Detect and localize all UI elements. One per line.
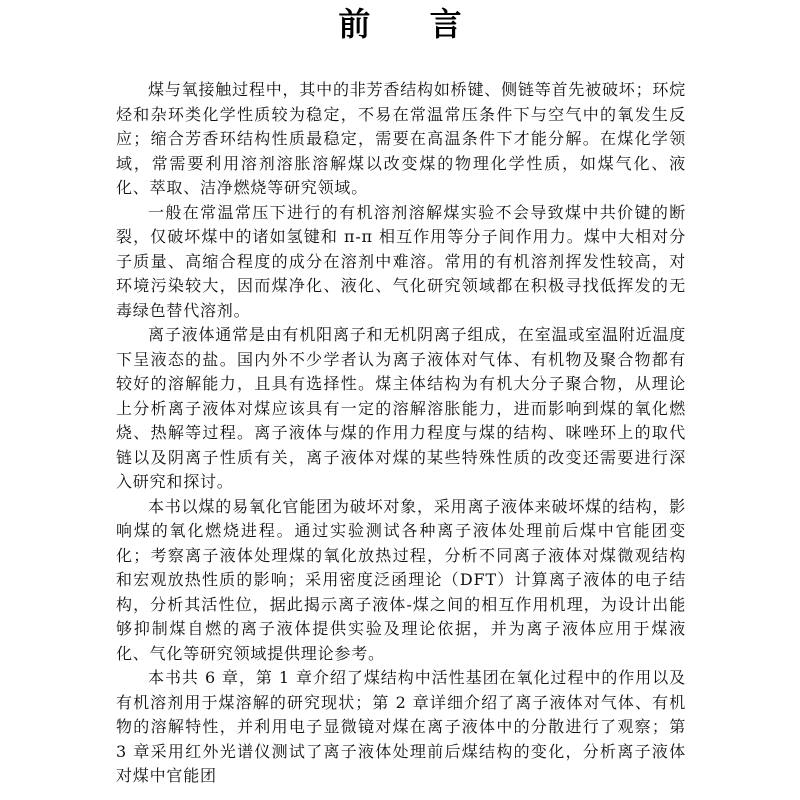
paragraph-4: 本书以煤的易氧化官能团为破坏对象，采用离子液体来破坏煤的结构，影响煤的氧化燃烧进程。通过实验测试各种离子液体处理前后煤中官能团变化；考察离子液体处理煤的氧化放热过程，分析不同离子液体对煤微观结构和宏观放热性质的影响；采用密度泛函理论（DFT）计算离子液体的电子结构，分析其活性位，据此揭示离子液体-煤之间的相互作用机理，为设计出能够抑制煤自燃的离子液体提供实验及理论依据，并为离子液体应用于煤液化、气化等研究领域提供理论参考。 (116, 496, 686, 663)
paragraph-1: 煤与氧接触过程中，其中的非芳香结构如桥键、侧链等首先被破坏；环烷烃和杂环类化学性质较为稳定，不易在常温常压条件下与空气中的氧发生反应；缩合芳香环结构性质最稳定，需要在高温条件下才能分解。在煤化学领域，常需要利用溶剂溶胀溶解煤以改变煤的物理化学性质，如煤气化、液化、萃取、洁净燃烧等研究领域。 (116, 80, 686, 197)
page-title: 前 言 (338, 5, 486, 43)
paragraph-5: 本书共 6 章，第 1 章介绍了煤结构中活性基团在氧化过程中的作用以及有机溶剂用于煤溶解的研究现状；第 2 章详细介绍了离子液体对气体、有机物的溶解特性，并利用电子显微镜对煤在离子液体中的分散进行了观察；第 3 章采用红外光谱仪测试了离子液体处理前后煤结构的变化，分析离子液体对煤中官能团 (116, 668, 686, 785)
document-body (116, 78, 686, 789)
paragraph-2: 一般在常温常压下进行的有机溶剂溶解煤实验不会导致煤中共价键的断裂，仅破坏煤中的诸如氢键和 π-π 相互作用等分子间作用力。煤中大相对分子质量、高缩合程度的成分在溶剂中难溶。常用的有机溶剂挥发性较高，对环境污染较大，因而煤净化、液化、气化研究领域都在积极寻找低挥发的无毒绿色替代溶剂。 (116, 202, 686, 320)
paragraph-3: 离子液体通常是由有机阳离子和无机阴离子组成，在室温或室温附近温度下呈液态的盐。国内外不少学者认为离子液体对气体、有机物及聚合物都有较好的溶解能力，且具有选择性。煤主体结构为有机大分子聚合物，从理论上分析离子液体对煤应该具有一定的溶解溶胀能力，进而影响到煤的氧化燃烧、热解等过程。离子液体与煤的作用力程度与煤的结构、咪唑环上的取代链以及阴离子性质有关，离子液体对煤的某些特殊性质的改变还需要进行深入研究和探讨。 (116, 325, 686, 491)
